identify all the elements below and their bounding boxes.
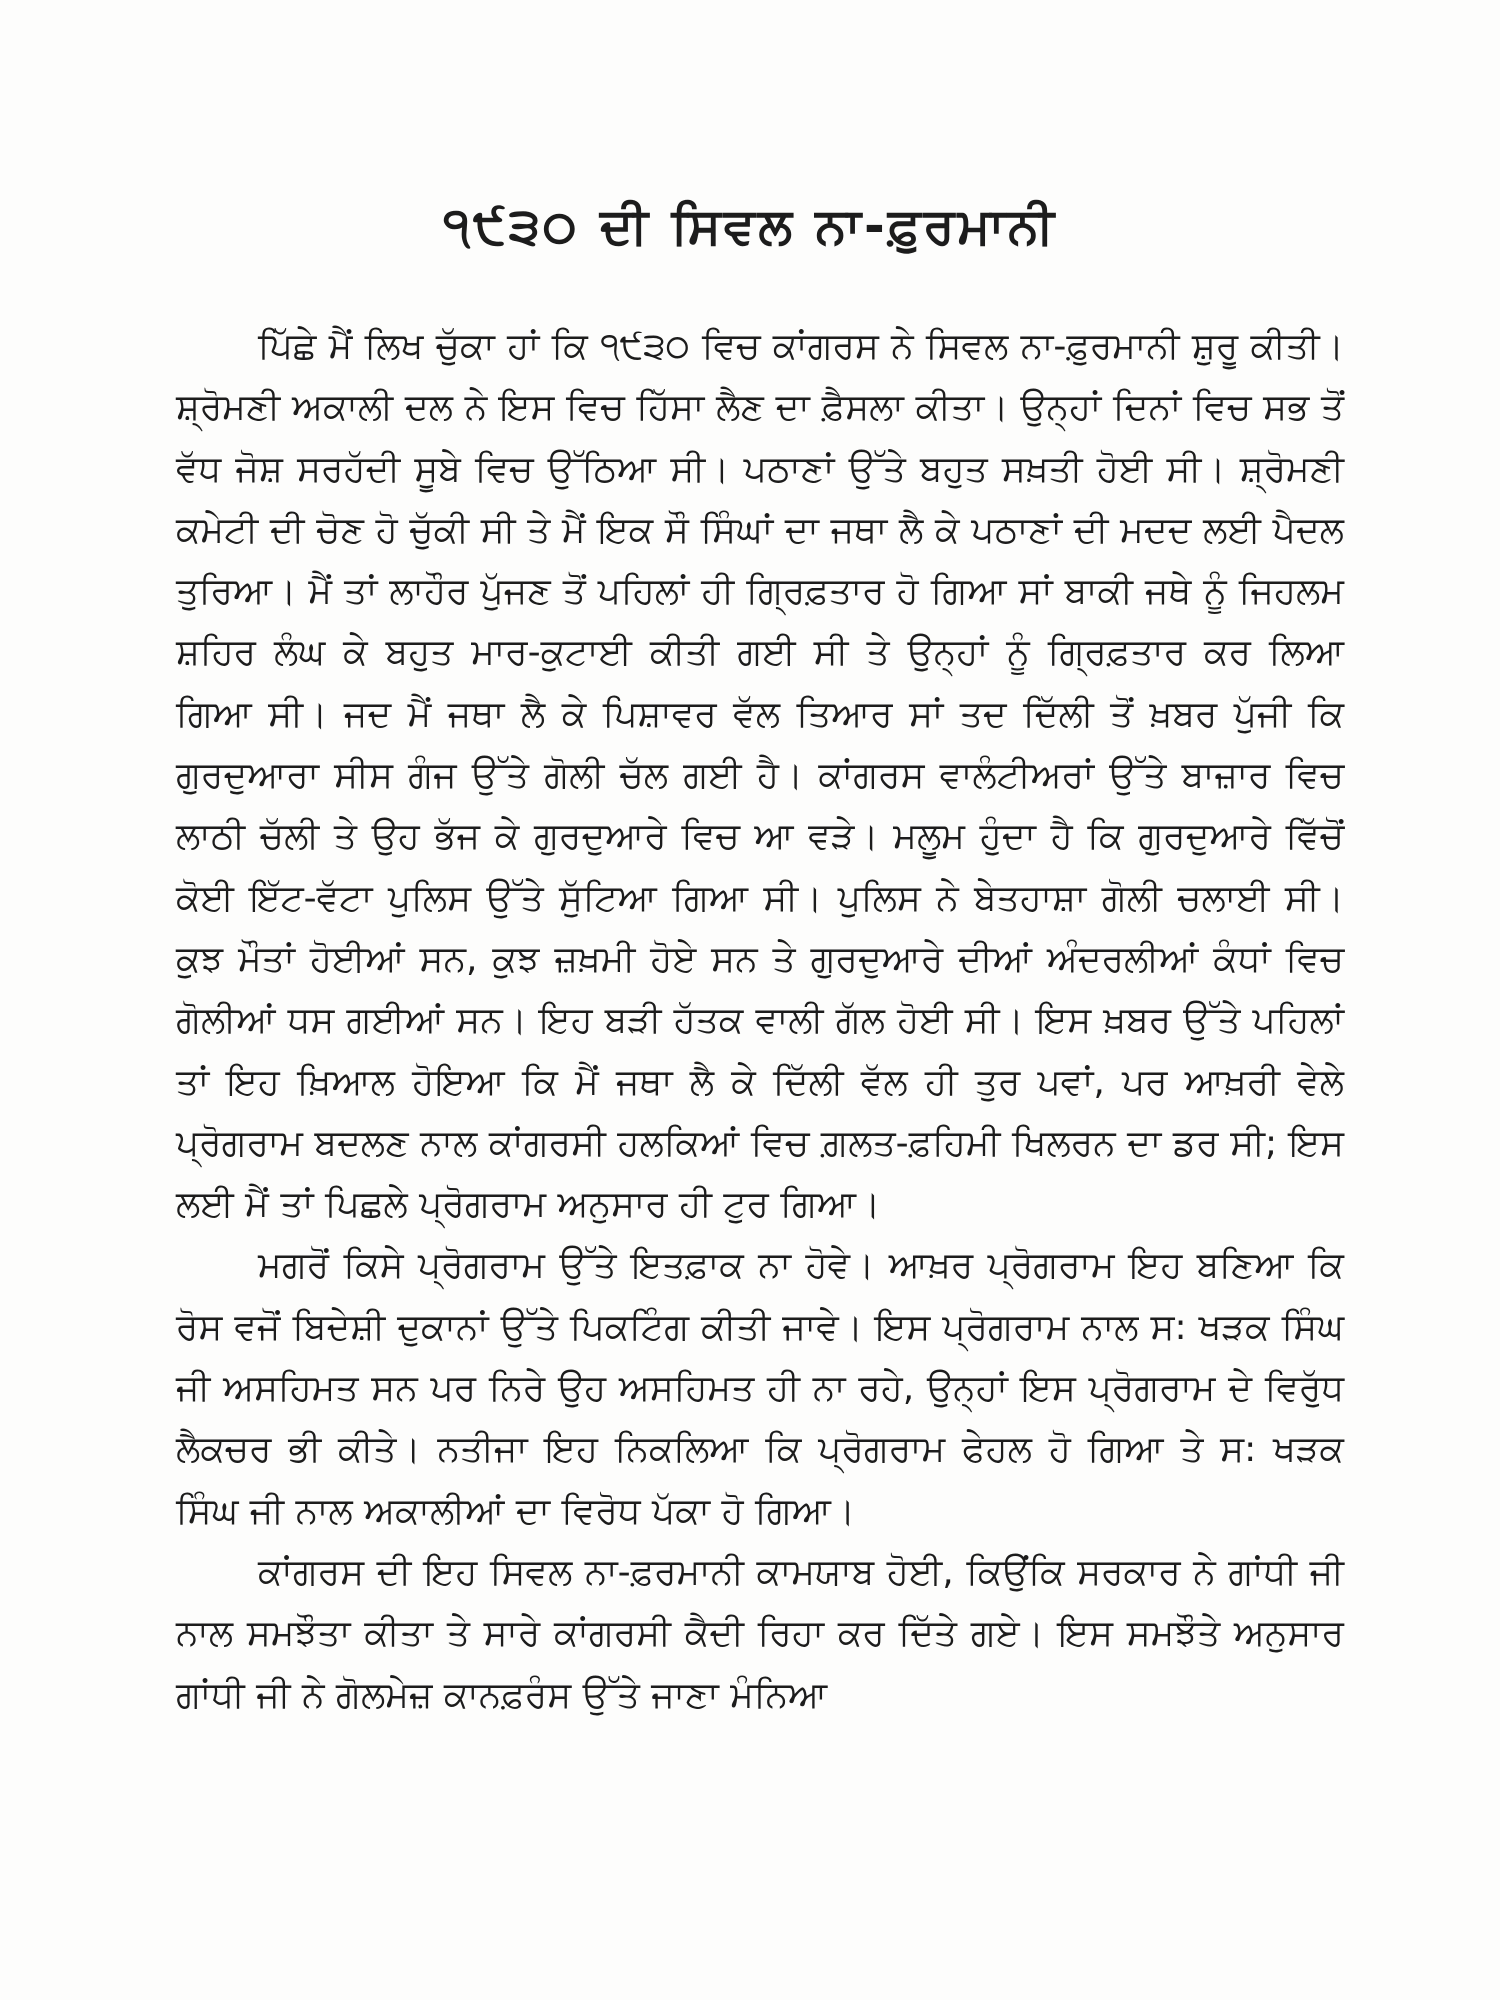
body-text	[176, 316, 1344, 1726]
paragraph: ਪਿੱਛੇ ਮੈਂ ਲਿਖ ਚੁੱਕਾ ਹਾਂ ਕਿ ੧੯੩੦ ਵਿਚ ਕਾਂਗਰਸ ਨੇ ਸਿਵਲ ਨਾ-ਫ਼ੁਰਮਾਨੀ ਸ਼ੁਰੂ ਕੀਤੀ। ਸ਼੍ਰੋਮਣੀ ਅਕਾਲੀ ਦਲ ਨੇ ਇਸ ਵਿਚ ਹਿੱਸਾ ਲੈਣ ਦਾ ਫ਼ੈਸਲਾ ਕੀਤਾ। ਉਨ੍ਹਾਂ ਦਿਨਾਂ ਵਿਚ ਸਭ ਤੋਂ ਵੱਧ ਜੋਸ਼ ਸਰਹੱਦੀ ਸੂਬੇ ਵਿਚ ਉੱਠਿਆ ਸੀ। ਪਠਾਣਾਂ ਉੱਤੇ ਬਹੁਤ ਸਖ਼ਤੀ ਹੋਈ ਸੀ। ਸ਼੍ਰੋਮਣੀ ਕਮੇਟੀ ਦੀ ਚੋਣ ਹੋ ਚੁੱਕੀ ਸੀ ਤੇ ਮੈਂ ਇਕ ਸੌ ਸਿੰਘਾਂ ਦਾ ਜਥਾ ਲੈ ਕੇ ਪਠਾਣਾਂ ਦੀ ਮਦਦ ਲਈ ਪੈਦਲ ਤੁਰਿਆ। ਮੈਂ ਤਾਂ ਲਾਹੌਰ ਪੁੱਜਣ ਤੋਂ ਪਹਿਲਾਂ ਹੀ ਗ੍ਰਿਫ਼ਤਾਰ ਹੋ ਗਿਆ ਸਾਂ ਬਾਕੀ ਜਥੇ ਨੂੰ ਜਿਹਲਮ ਸ਼ਹਿਰ ਲੰਘ ਕੇ ਬਹੁਤ ਮਾਰ-ਕੁਟਾਈ ਕੀਤੀ ਗਈ ਸੀ ਤੇ ਉਨ੍ਹਾਂ ਨੂੰ ਗ੍ਰਿਫ਼ਤਾਰ ਕਰ ਲਿਆ ਗਿਆ ਸੀ। ਜਦ ਮੈਂ ਜਥਾ ਲੈ ਕੇ ਪਿਸ਼ਾਵਰ ਵੱਲ ਤਿਆਰ ਸਾਂ ਤਦ ਦਿੱਲੀ ਤੋਂ ਖ਼ਬਰ ਪੁੱਜੀ ਕਿ ਗੁਰਦੁਆਰਾ ਸੀਸ ਗੰਜ ਉੱਤੇ ਗੋਲੀ ਚੱਲ ਗਈ ਹੈ। ਕਾਂਗਰਸ ਵਾਲੰਟੀਅਰਾਂ ਉੱਤੇ ਬਾਜ਼ਾਰ ਵਿਚ ਲਾਠੀ ਚੱਲੀ ਤੇ ਉਹ ਭੱਜ ਕੇ ਗੁਰਦੁਆਰੇ ਵਿਚ ਆ ਵੜੇ। ਮਲੂਮ ਹੁੰਦਾ ਹੈ ਕਿ ਗੁਰਦੁਆਰੇ ਵਿੱਚੋਂ ਕੋਈ ਇੱਟ-ਵੱਟਾ ਪੁਲਿਸ ਉੱਤੇ ਸੁੱਟਿਆ ਗਿਆ ਸੀ। ਪੁਲਿਸ ਨੇ ਬੇਤਹਾਸ਼ਾ ਗੋਲੀ ਚਲਾਈ ਸੀ। ਕੁਝ ਮੌਤਾਂ ਹੋਈਆਂ ਸਨ, ਕੁਝ ਜ਼ਖ਼ਮੀ ਹੋਏ ਸਨ ਤੇ ਗੁਰਦੁਆਰੇ ਦੀਆਂ ਅੰਦਰਲੀਆਂ ਕੰਧਾਂ ਵਿਚ ਗੋਲੀਆਂ ਧਸ ਗਈਆਂ ਸਨ। ਇਹ ਬੜੀ ਹੱਤਕ ਵਾਲੀ ਗੱਲ ਹੋਈ ਸੀ। ਇਸ ਖ਼ਬਰ ਉੱਤੇ ਪਹਿਲਾਂ ਤਾਂ ਇਹ ਖ਼ਿਆਲ ਹੋਇਆ ਕਿ ਮੈਂ ਜਥਾ ਲੈ ਕੇ ਦਿੱਲੀ ਵੱਲ ਹੀ ਤੁਰ ਪਵਾਂ, ਪਰ ਆਖ਼ਰੀ ਵੇਲੇ ਪ੍ਰੋਗਰਾਮ ਬਦਲਣ ਨਾਲ ਕਾਂਗਰਸੀ ਹਲਕਿਆਂ ਵਿਚ ਗ਼ਲਤ-ਫ਼ਹਿਮੀ ਖਿਲਰਨ ਦਾ ਡਰ ਸੀ; ਇਸ ਲਈ ਮੈਂ ਤਾਂ ਪਿਛਲੇ ਪ੍ਰੋਗਰਾਮ ਅਨੁਸਾਰ ਹੀ ਟੁਰ ਗਿਆ।	[176, 326, 1344, 1226]
paragraph: ਕਾਂਗਰਸ ਦੀ ਇਹ ਸਿਵਲ ਨਾ-ਫ਼ਰਮਾਨੀ ਕਾਮਯਾਬ ਹੋਈ, ਕਿਉਂਕਿ ਸਰਕਾਰ ਨੇ ਗਾਂਧੀ ਜੀ ਨਾਲ ਸਮਝੌਤਾ ਕੀਤਾ ਤੇ ਸਾਰੇ ਕਾਂਗਰਸੀ ਕੈਦੀ ਰਿਹਾ ਕਰ ਦਿੱਤੇ ਗਏ। ਇਸ ਸਮਝੌਤੇ ਅਨੁਸਾਰ ਗਾਂਧੀ ਜੀ ਨੇ ਗੋਲਮੇਜ਼ ਕਾਨਫ਼ਰੰਸ ਉੱਤੇ ਜਾਣਾ ਮੰਨਿਆ	[176, 1551, 1344, 1716]
paragraph: ਮਗਰੋਂ ਕਿਸੇ ਪ੍ਰੋਗਰਾਮ ਉੱਤੇ ਇਤਫ਼ਾਕ ਨਾ ਹੋਵੇ। ਆਖ਼ਰ ਪ੍ਰੋਗਰਾਮ ਇਹ ਬਣਿਆ ਕਿ ਰੋਸ ਵਜੋਂ ਬਿਦੇਸ਼ੀ ਦੁਕਾਨਾਂ ਉੱਤੇ ਪਿਕਟਿੰਗ ਕੀਤੀ ਜਾਵੇ। ਇਸ ਪ੍ਰੋਗਰਾਮ ਨਾਲ ਸ: ਖੜਕ ਸਿੰਘ ਜੀ ਅਸਹਿਮਤ ਸਨ ਪਰ ਨਿਰੇ ਉਹ ਅਸਹਿਮਤ ਹੀ ਨਾ ਰਹੇ, ਉਨ੍ਹਾਂ ਇਸ ਪ੍ਰੋਗਰਾਮ ਦੇ ਵਿਰੁੱਧ ਲੈਕਚਰ ਭੀ ਕੀਤੇ। ਨਤੀਜਾ ਇਹ ਨਿਕਲਿਆ ਕਿ ਪ੍ਰੋਗਰਾਮ ਫੇਹਲ ਹੋ ਗਿਆ ਤੇ ਸ: ਖੜਕ ਸਿੰਘ ਜੀ ਨਾਲ ਅਕਾਲੀਆਂ ਦਾ ਵਿਰੋਧ ਪੱਕਾ ਹੋ ਗਿਆ।	[176, 1245, 1344, 1532]
chapter-title: ੧੯੩੦ ਦੀ ਸਿਵਲ ਨਾ-ਫ਼ੁਰਮਾਨੀ	[442, 197, 1058, 255]
